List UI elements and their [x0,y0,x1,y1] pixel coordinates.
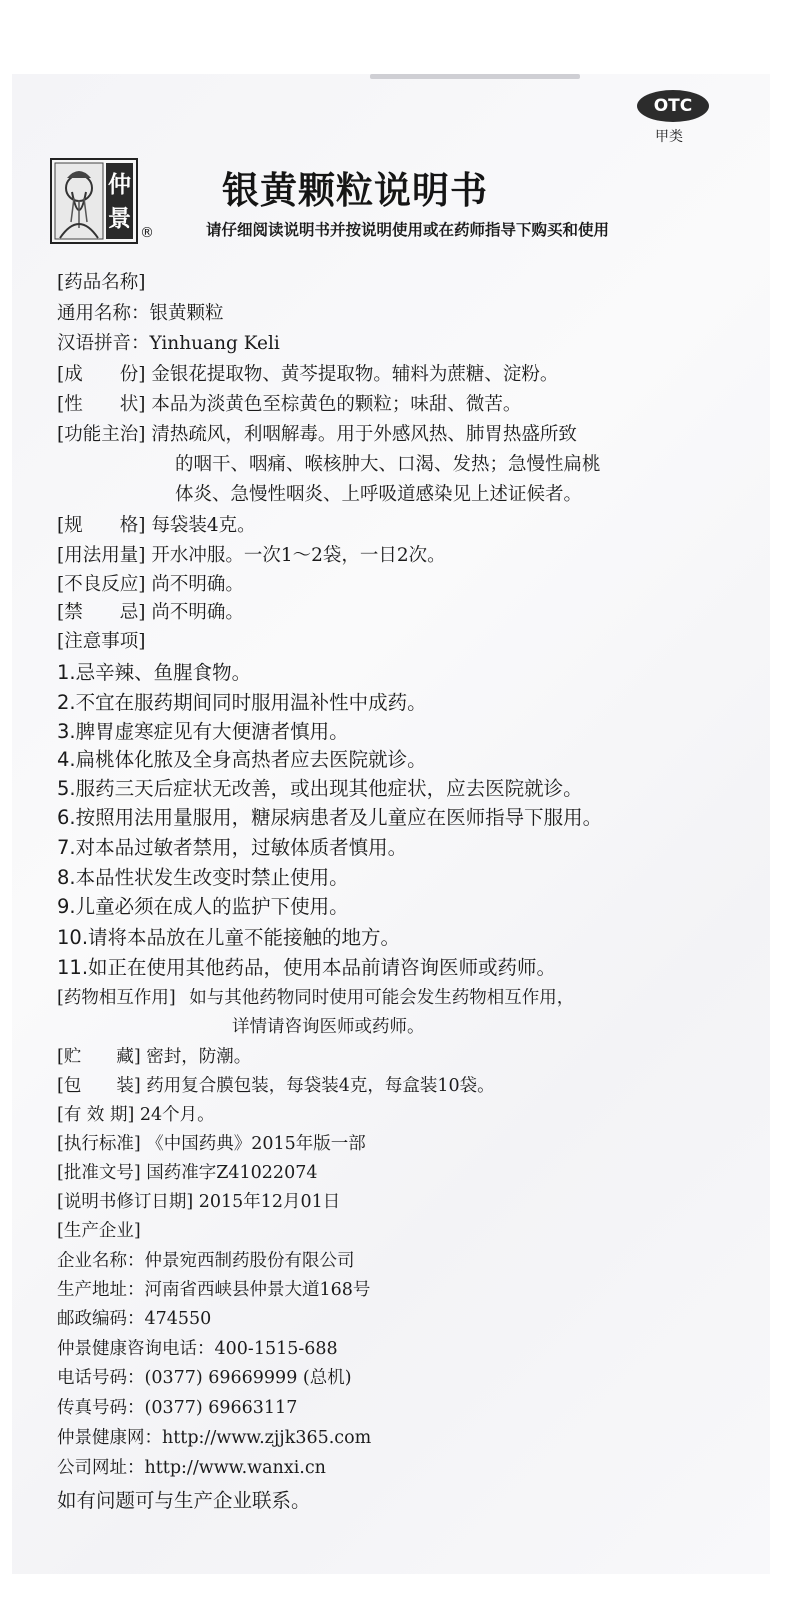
properties-label: [性 状] [57,394,146,415]
precaution-item-6: 6.按照用法用量服用，糖尿病患者及儿童应在医师指导下服用。 [57,806,603,829]
spec-row [57,511,256,537]
precaution-item-5: 5.服药三天后症状无改善，或出现其他症状，应去医院就诊。 [57,777,583,800]
manufacturer-hotline: 仲景健康咨询电话：400-1515-688 [57,1339,338,1359]
contra-label: [禁 忌] [57,602,146,623]
approval-text: 国药准字Z41022074 [146,1163,318,1183]
document-subtitle: 请仔细阅读说明书并按说明使用或在药师指导下购买和使用 [206,221,610,239]
brand-logo [50,158,138,244]
usage-label: [用法用量] [57,545,146,566]
standard-label: [执行标准] [57,1134,141,1154]
spec-label: [规 格] [57,515,146,536]
precaution-item-11: 11.如正在使用其他药品，使用本品前请咨询医师或药师。 [57,956,557,979]
company-website: 公司网址：http://www.wanxi.cn [57,1458,326,1478]
pinyin-name: 汉语拼音：Yinhuang Keli [57,333,280,354]
package-text: 药用复合膜包装，每袋装4克，每盒装10袋。 [146,1076,495,1096]
revision-text: 2015年12月01日 [198,1192,341,1212]
health-website: 仲景健康网：http://www.zjjk365.com [57,1428,372,1448]
manufacturer-postcode: 邮政编码：474550 [57,1309,212,1329]
properties-text: 本品为淡黄色至棕黄色的颗粒；味甜、微苦。 [151,394,522,415]
approval-label: [批准文号] [57,1163,141,1183]
drug-name-header: [药品名称] [57,272,146,293]
precaution-item-7: 7.对本品过敏者禁用，过敏体质者慎用。 [57,836,408,859]
adverse-label: [不良反应] [57,574,146,595]
adverse-row [57,570,244,596]
interaction-text-1: 如与其他药物同时使用可能会发生药物相互作用， [189,988,575,1008]
indications-text-2: 的咽干、咽痛、喉核肿大、口渴、发热；急慢性扁桃 [175,454,601,475]
ingredients-label: [成 份] [57,364,146,385]
storage-text: 密封，防潮。 [146,1047,252,1067]
precautions-header: [注意事项] [57,631,146,652]
manufacturer-fax: 传真号码：(0377) 69663117 [57,1398,298,1418]
usage-text: 开水冲服。一次1～2袋，一日2次。 [151,545,446,566]
otc-class-label: 甲类 [655,129,683,145]
precaution-item-4: 4.扁桃体化脓及全身高热者应去医院就诊。 [57,748,427,771]
precaution-item-10: 10.请将本品放在儿童不能接触的地方。 [57,926,401,949]
document-title: 银黄颗粒说明书 [222,168,488,212]
precaution-item-1: 1.忌辛辣、鱼腥食物。 [57,661,252,684]
indications-label: [功能主治] [57,424,146,445]
logo-text: 仲景 [108,171,131,232]
adverse-text: 尚不明确。 [151,574,244,595]
manufacturer-header: [生产企业] [57,1221,141,1241]
ingredients-text: 金银花提取物、黄芩提取物。辅料为蔗糖、淀粉。 [151,364,559,385]
precaution-item-9: 9.儿童必须在成人的监护下使用。 [57,895,349,918]
spec-text: 每袋装4克。 [151,515,256,536]
manufacturer-phone: 电话号码：(0377) 69669999 (总机) [57,1368,352,1388]
paper-edge [370,74,580,79]
validity-label: [有 效 期] [57,1105,135,1125]
ingredients-row [57,360,558,386]
contra-text: 尚不明确。 [151,602,244,623]
indications-row [57,420,577,446]
indications-text-1: 清热疏风，利咽解毒。用于外感风热、肺胃热盛所致 [151,424,577,445]
storage-label: [贮 藏] [57,1047,141,1067]
contra-row [57,598,244,624]
indications-text-3: 体炎、急慢性咽炎、上呼吸道感染见上述证候者。 [175,484,583,505]
validity-row [57,1101,215,1126]
standard-text: 《中国药典》2015年版一部 [146,1134,366,1154]
package-row [57,1072,495,1097]
storage-row [57,1043,251,1068]
interaction-row [57,984,574,1009]
registered-mark: ® [140,225,154,241]
package-label: [包 装] [57,1076,141,1096]
approval-row [57,1159,317,1184]
revision-label: [说明书修订日期] [57,1192,194,1212]
revision-row [57,1188,340,1213]
precaution-item-2: 2.不宜在服药期间同时服用温补性中成药。 [57,691,427,714]
interaction-label: [药物相互作用] [57,988,176,1008]
manufacturer-name: 企业名称：仲景宛西制药股份有限公司 [57,1251,355,1271]
manufacturer-address: 生产地址：河南省西峡县仲景大道168号 [57,1280,371,1300]
generic-name: 通用名称：银黄颗粒 [57,303,224,324]
precaution-item-8: 8.本品性状发生改变时禁止使用。 [57,866,349,889]
otc-badge: OTC [637,90,709,122]
properties-row [57,390,521,416]
contact-note: 如有问题可与生产企业联系。 [57,1489,311,1512]
precaution-item-3: 3.脾胃虚寒症见有大便溏者慎用。 [57,720,349,743]
interaction-text-2: 详情请咨询医师或药师。 [232,1017,425,1037]
usage-row [57,541,446,567]
validity-text: 24个月。 [139,1105,215,1125]
standard-row [57,1130,366,1155]
